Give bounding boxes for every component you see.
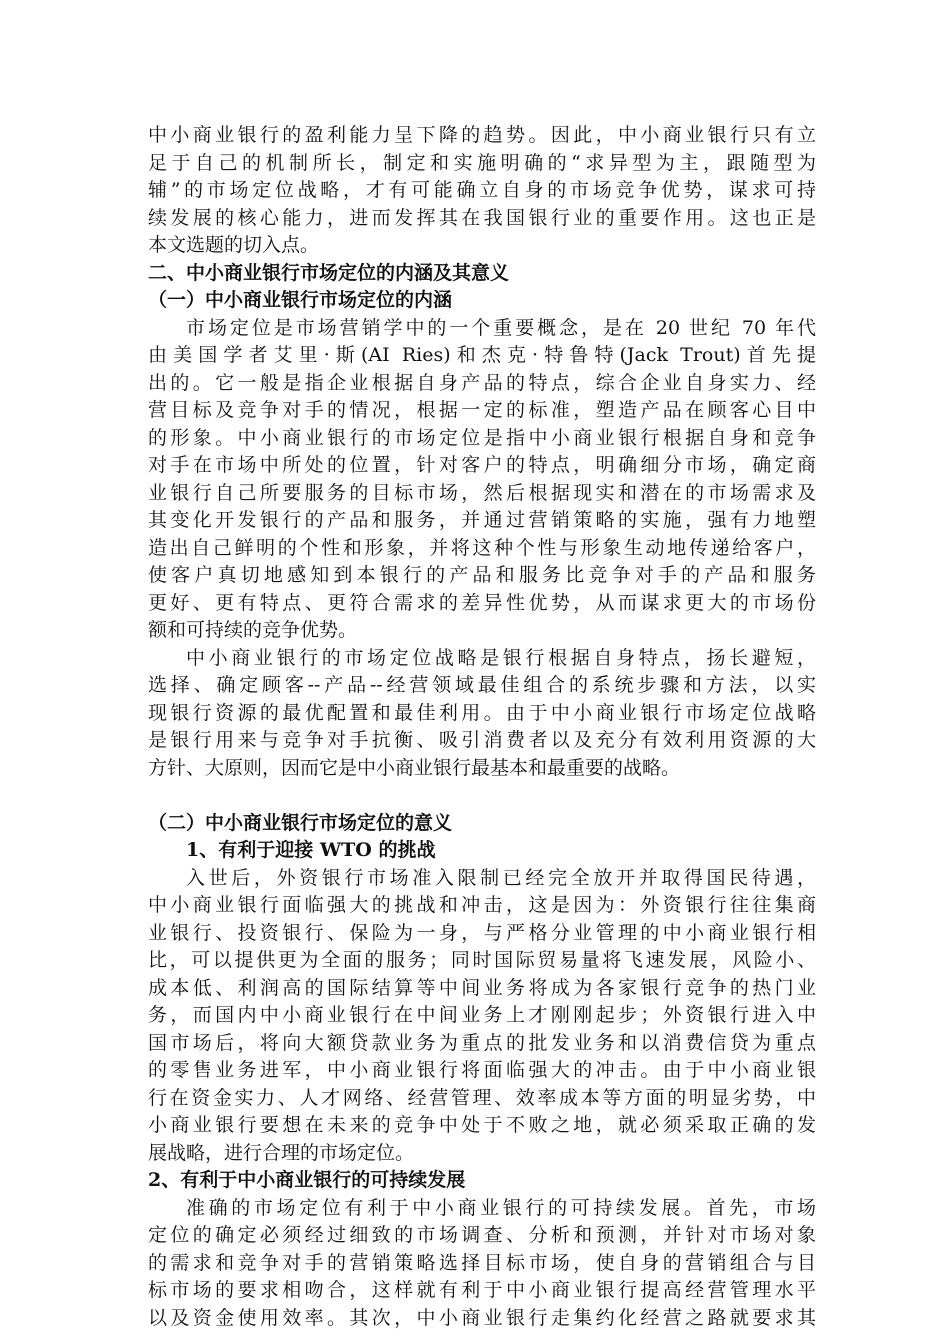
subsection-heading: （二）中小商业银行市场定位的意义: [148, 811, 453, 834]
text-line: 以及资金使用效率。其次，中小商业银行走集约化经营之路就要求其: [148, 1306, 816, 1329]
text-line: 选择、确定顾客--产品--经营领域最佳组合的系统步骤和方法，以实: [148, 674, 816, 696]
section-heading: 二、中小商业银行市场定位的内涵及其意义: [148, 261, 510, 284]
point-heading: 2、有利于中小商业银行的可持续发展: [148, 1169, 466, 1191]
text-line: 市场定位是市场营销学中的一个重要概念，是在 20 世纪 70 年代: [186, 316, 816, 339]
text-line: 使客户真切地感知到本银行的产品和服务比竞争对手的产品和服务: [148, 564, 816, 586]
text-line: 的需求和竞争对手的营销策略选择目标市场，使自身的营销组合与目: [148, 1251, 816, 1274]
text-line: 额和可持续的竞争优势。: [148, 619, 358, 641]
text-line: 的形象。中小商业银行的市场定位是指中小商业银行根据自身和竞争: [148, 426, 816, 449]
blank-line: [148, 782, 816, 810]
document-page: [148, 122, 816, 1332]
text-line: 展战略，进行合理的市场定位。: [148, 1141, 415, 1164]
subsection-heading: （一）中小商业银行市场定位的内涵: [148, 289, 453, 311]
body-paragraph: [148, 1195, 816, 1333]
text-line: 国市场后，将向大额贷款业务为重点的批发业务和以消费信贷为重点: [148, 1031, 816, 1054]
text-line: 本文选题的切入点。: [148, 234, 320, 256]
text-line: 的零售业务进军，中小商业银行将面临强大的冲击。由于中小商业银: [148, 1059, 816, 1081]
text-line: 由美国学者艾里·斯(AI Ries)和杰克·特鲁特(Jack Trout)首先提: [148, 344, 816, 366]
text-line: 对手在市场中所处的位置，针对客户的特点，明确细分市场，确定商: [148, 454, 816, 476]
text-line: 成本低、利润高的国际结算等中间业务将成为各家银行竞争的热门业: [148, 976, 816, 999]
text-line: 辅”的市场定位战略，才有可能确立自身的市场竞争优势，谋求可持: [148, 179, 816, 201]
text-line: 行在资金实力、人才网络、经营管理、效率成本等方面的明显劣势，中: [148, 1086, 816, 1109]
text-line: 更好、更有特点、更符合需求的差异性优势，从而谋求更大的市场份: [148, 591, 816, 614]
text-line: 比，可以提供更为全面的服务；同时国际贸易量将飞速发展，风险小、: [148, 949, 816, 971]
text-line: 中小商业银行面临强大的挑战和冲击，这是因为：外资银行往往集商: [148, 894, 816, 916]
intro-paragraph: [148, 122, 816, 260]
text-line: 方针、大原则，因而它是中小商业银行最基本和最重要的战略。: [148, 756, 681, 779]
point-heading: 1、有利于迎接 WTO 的挑战: [186, 839, 436, 861]
text-line: 务，而国内中小商业银行在中间业务上才刚刚起步；外资银行进入中: [148, 1004, 816, 1026]
text-line: 现银行资源的最优配置和最佳利用。由于中小商业银行市场定位战略: [148, 701, 816, 724]
text-line: 定位的确定必须经过细致的市场调查、分析和预测，并针对市场对象: [148, 1224, 816, 1246]
text-line: 小商业银行要想在未来的竞争中处于不败之地，就必须采取正确的发: [148, 1114, 816, 1136]
text-line: 营目标及竞争对手的情况，根据一定的标准，塑造产品在顾客心目中: [148, 399, 816, 421]
body-paragraph: [148, 865, 816, 1168]
text-line: 入世后，外资银行市场准入限制已经完全放开并取得国民待遇，: [186, 866, 816, 889]
text-line: 足于自己的机制所长，制定和实施明确的“求异型为主，跟随型为: [148, 151, 816, 174]
text-line: 其变化开发银行的产品和服务，并通过营销策略的实施，强有力地塑: [148, 509, 816, 531]
text-line: 准确的市场定位有利于中小商业银行的可持续发展。首先，市场: [186, 1196, 816, 1219]
text-line: 业银行自己所要服务的目标市场，然后根据现实和潜在的市场需求及: [148, 481, 816, 504]
text-line: 中小商业银行的盈利能力呈下降的趋势。因此，中小商业银行只有立: [148, 124, 816, 146]
text-line: 续发展的核心能力，进而发挥其在我国银行业的重要作用。这也正是: [148, 206, 816, 229]
text-line: 标市场的要求相吻合，这样就有利于中小商业银行提高经营管理水平: [148, 1279, 816, 1301]
text-line: 是银行用来与竞争对手抗衡、吸引消费者以及充分有效利用资源的大: [148, 729, 816, 751]
text-line: 造出自己鲜明的个性和形象，并将这种个性与形象生动地传递给客户，: [148, 536, 816, 559]
text-line: 业银行、投资银行、保险为一身，与严格分业管理的中小商业银行相: [148, 921, 816, 944]
body-paragraph: [148, 315, 816, 645]
text-line: 中小商业银行的市场定位战略是银行根据自身特点，扬长避短，: [186, 646, 816, 669]
body-paragraph: [148, 645, 816, 783]
text-line: 出的。它一般是指企业根据自身产品的特点，综合企业自身实力、经: [148, 371, 816, 394]
